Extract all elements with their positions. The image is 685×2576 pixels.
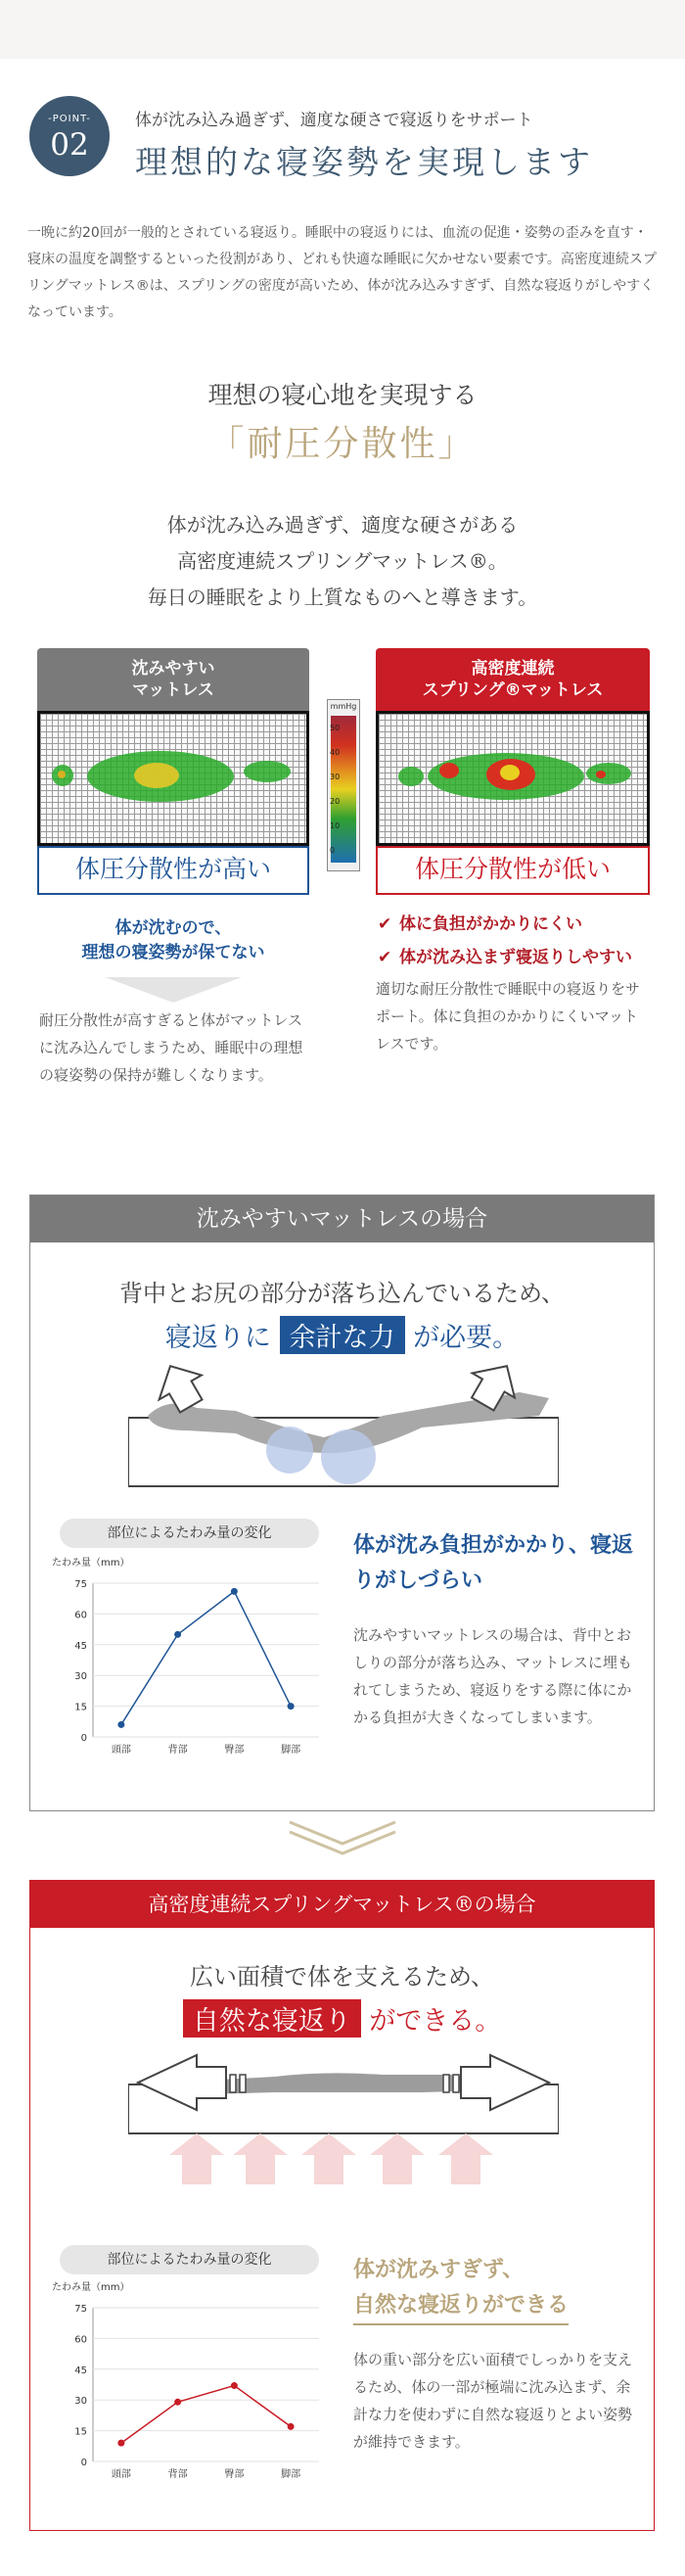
compare-right-checks bbox=[376, 913, 650, 969]
point-label: -POINT- bbox=[48, 114, 91, 124]
chart-ylabel: たわみ量（mm） bbox=[52, 2282, 130, 2293]
chart-ytick: 15 bbox=[74, 1702, 87, 1713]
pressure-map-right bbox=[376, 711, 650, 846]
panel1-heading: 体が沈み負担がかかり、寝返りがしづらい bbox=[353, 1533, 634, 1593]
panel2-line2-post: ができる。 bbox=[369, 2006, 502, 2037]
check-item bbox=[378, 946, 650, 969]
pressure-scale-tick: 20 bbox=[330, 797, 341, 806]
pressure-scale-tick: 0 bbox=[330, 846, 336, 855]
supported-illustration bbox=[128, 2047, 559, 2184]
pressure-point-back bbox=[266, 1427, 313, 1474]
chart-point bbox=[231, 2382, 238, 2389]
compare-card-left bbox=[37, 648, 309, 1089]
chart-point bbox=[117, 1721, 124, 1728]
chart-ytick: 75 bbox=[74, 2304, 87, 2315]
point-number: 02 bbox=[50, 127, 89, 163]
chart-ytick: 75 bbox=[74, 1579, 87, 1590]
chart2 bbox=[50, 2280, 329, 2491]
header-subtitle: 体が沈み込み過ぎず、適度な硬さで寝返りをサポート bbox=[135, 111, 533, 130]
panel1-line1: 背中とお尻の部分が落ち込んでいるため、 bbox=[118, 1280, 566, 1307]
pressure-scale-tick: 10 bbox=[330, 821, 341, 830]
section2-body-line: 毎日の睡眠をより上質なものへと導きます。 bbox=[147, 585, 538, 609]
panel2-heading-line: 体が沈みすぎず、 bbox=[353, 2258, 525, 2282]
compare-left-result: 体圧分散性が高い bbox=[37, 846, 309, 895]
compare-right-header-line: 高密度連続 bbox=[471, 659, 555, 679]
panel1-line2-post: が必要。 bbox=[413, 1323, 520, 1353]
chart-ytick: 30 bbox=[74, 2396, 87, 2408]
section2-subtitle: 理想の寝心地を実現する bbox=[207, 381, 478, 409]
chart-ytick: 60 bbox=[74, 1610, 87, 1621]
compare-right-result: 体圧分散性が低い bbox=[376, 846, 650, 895]
compare-right-header bbox=[376, 648, 650, 711]
chart-xtick: 臀部 bbox=[224, 2469, 245, 2480]
compare-left-note-line: 体が沈むので、 bbox=[114, 918, 232, 938]
chart-xtick: 背部 bbox=[167, 2469, 188, 2480]
chart-ytick: 15 bbox=[74, 2426, 87, 2438]
panel1-line2 bbox=[30, 1316, 654, 1354]
check-icon: ✔ bbox=[378, 948, 392, 967]
chart-ytick: 45 bbox=[74, 1640, 87, 1652]
chart-xtick: 臀部 bbox=[224, 1745, 245, 1756]
compare-right-desc: 適切な耐圧分散性で睡眠中の寝返りをサポート。体に負担のかかりにくいマットレスです。 bbox=[376, 980, 641, 1053]
chart1-title: 部位によるたわみ量の変化 bbox=[60, 1519, 319, 1548]
panel1-title: 沈みやすいマットレスの場合 bbox=[30, 1195, 654, 1242]
panel-high-density-mattress bbox=[29, 1880, 655, 2531]
pressure-scale-tick: 30 bbox=[330, 773, 341, 781]
panel2-line2-highlight: 自然な寝返り bbox=[183, 1999, 361, 2037]
chart-xtick: 背部 bbox=[167, 1745, 188, 1756]
panel2-desc: 体の重い部分を広い面積でしっかりを支えるため、体の一部が極端に沈み込まず、余計な力を使わずに自然な寝返りとよい姿勢が維持できます。 bbox=[353, 2351, 633, 2451]
chart-ytick: 45 bbox=[74, 2365, 87, 2376]
chart-ytick: 0 bbox=[80, 1733, 87, 1744]
chart-point bbox=[174, 1631, 181, 1638]
down-chevron-icon bbox=[284, 1818, 401, 1857]
compare-left-desc: 耐圧分散性が高すぎると体がマットレスに沈み込んでしまうため、睡眠中の理想の寝姿勢の保持が難しくなります。 bbox=[39, 1011, 303, 1084]
section2-body-line: 体が沈み込み過ぎず、適度な硬さがある bbox=[166, 513, 519, 537]
panel2-title: 高密度連続スプリングマットレス®の場合 bbox=[30, 1881, 654, 1928]
pressure-scale bbox=[327, 699, 360, 871]
chart1 bbox=[50, 1556, 329, 1766]
check-item-label: 体に負担がかかりにくい bbox=[399, 914, 582, 934]
pressure-scale-tick: 50 bbox=[330, 724, 341, 732]
pressure-scale-tick: 40 bbox=[330, 748, 341, 757]
compare-left-note bbox=[37, 916, 309, 965]
pressure-scale-ticks bbox=[330, 716, 342, 863]
check-icon: ✔ bbox=[378, 914, 392, 934]
panel2-line2 bbox=[30, 1999, 654, 2037]
header-title: 理想的な寝姿勢を実現します bbox=[135, 143, 593, 181]
chart-ytick: 0 bbox=[80, 2458, 87, 2468]
panel1-desc: 沈みやすいマットレスの場合は、背中とおしりの部分が落ち込み、マットレスに埋もれてしまうため、寝返りをする際に体にかかる負担が大きくなってしまいます。 bbox=[353, 1626, 632, 1726]
chart-series-line bbox=[121, 1591, 291, 1724]
chart-point bbox=[117, 2440, 124, 2447]
compare-left-header bbox=[37, 648, 309, 711]
check-item-label: 体が沈み込まず寝返りしやすい bbox=[399, 948, 632, 967]
compare-left-down-arrow bbox=[105, 977, 242, 1003]
panel1-line2-pre: 寝返りに bbox=[164, 1323, 271, 1353]
section2-title: 「耐圧分散性」 bbox=[208, 424, 477, 464]
check-item bbox=[378, 913, 650, 936]
chart-series-line bbox=[121, 2386, 291, 2444]
chart-point bbox=[174, 2399, 181, 2406]
sinking-illustration bbox=[128, 1357, 559, 1489]
compare-right-header-line: スプリング®マットレス bbox=[422, 680, 604, 700]
compare-left-header-line: マットレス bbox=[132, 680, 214, 700]
chart-xtick: 頭部 bbox=[111, 1745, 131, 1756]
panel-sinking-mattress bbox=[29, 1194, 655, 1811]
top-band bbox=[0, 0, 685, 59]
chart-ytick: 30 bbox=[74, 1671, 87, 1683]
chart-xtick: 脚部 bbox=[281, 2469, 301, 2480]
panel1-line2-highlight: 余計な力 bbox=[280, 1316, 405, 1354]
chart-ytick: 60 bbox=[74, 2334, 87, 2346]
compare-left-header-line: 沈みやすい bbox=[131, 659, 215, 679]
pressure-map-left bbox=[37, 711, 309, 846]
pressure-scale-unit: mmHg bbox=[330, 702, 357, 711]
chart-point bbox=[231, 1588, 238, 1595]
section2-body-line: 高密度連続スプリングマットレス®。 bbox=[177, 549, 508, 573]
compare-left-note-line: 理想の寝姿勢が保てない bbox=[81, 943, 265, 962]
panel2-heading bbox=[353, 2253, 647, 2325]
section2-body bbox=[0, 507, 685, 616]
intro-paragraph: 一晩に約20回が一般的とされている寝返り。睡眠中の寝返りには、血流の促進・姿勢の歪みを直す・寝床の温度を調整するといった役割があり、どれも快適な睡眠に欠かせない要素です。高密度連続スプリングマットレス®は、スプリングの密度が高いため、体が沈み込みすぎず、自然な寝返りがしやすくなっています。 bbox=[27, 225, 657, 320]
panel2-heading-line: 自然な寝返りができる bbox=[353, 2288, 569, 2325]
chart-point bbox=[288, 1703, 295, 1710]
chart-point bbox=[288, 2423, 295, 2430]
panel2-line1: 広い面積で体を支えるため、 bbox=[189, 1963, 495, 1991]
support-arrows bbox=[169, 2133, 493, 2184]
chart-xtick: 脚部 bbox=[281, 1745, 301, 1756]
pressure-point-hip bbox=[321, 1429, 376, 1484]
chart-ylabel: たわみ量（mm） bbox=[52, 1558, 130, 1569]
compare-card-right bbox=[376, 648, 650, 1057]
chart-xtick: 頭部 bbox=[111, 2469, 131, 2480]
point-badge bbox=[29, 96, 110, 176]
chart2-title: 部位によるたわみ量の変化 bbox=[60, 2245, 319, 2274]
